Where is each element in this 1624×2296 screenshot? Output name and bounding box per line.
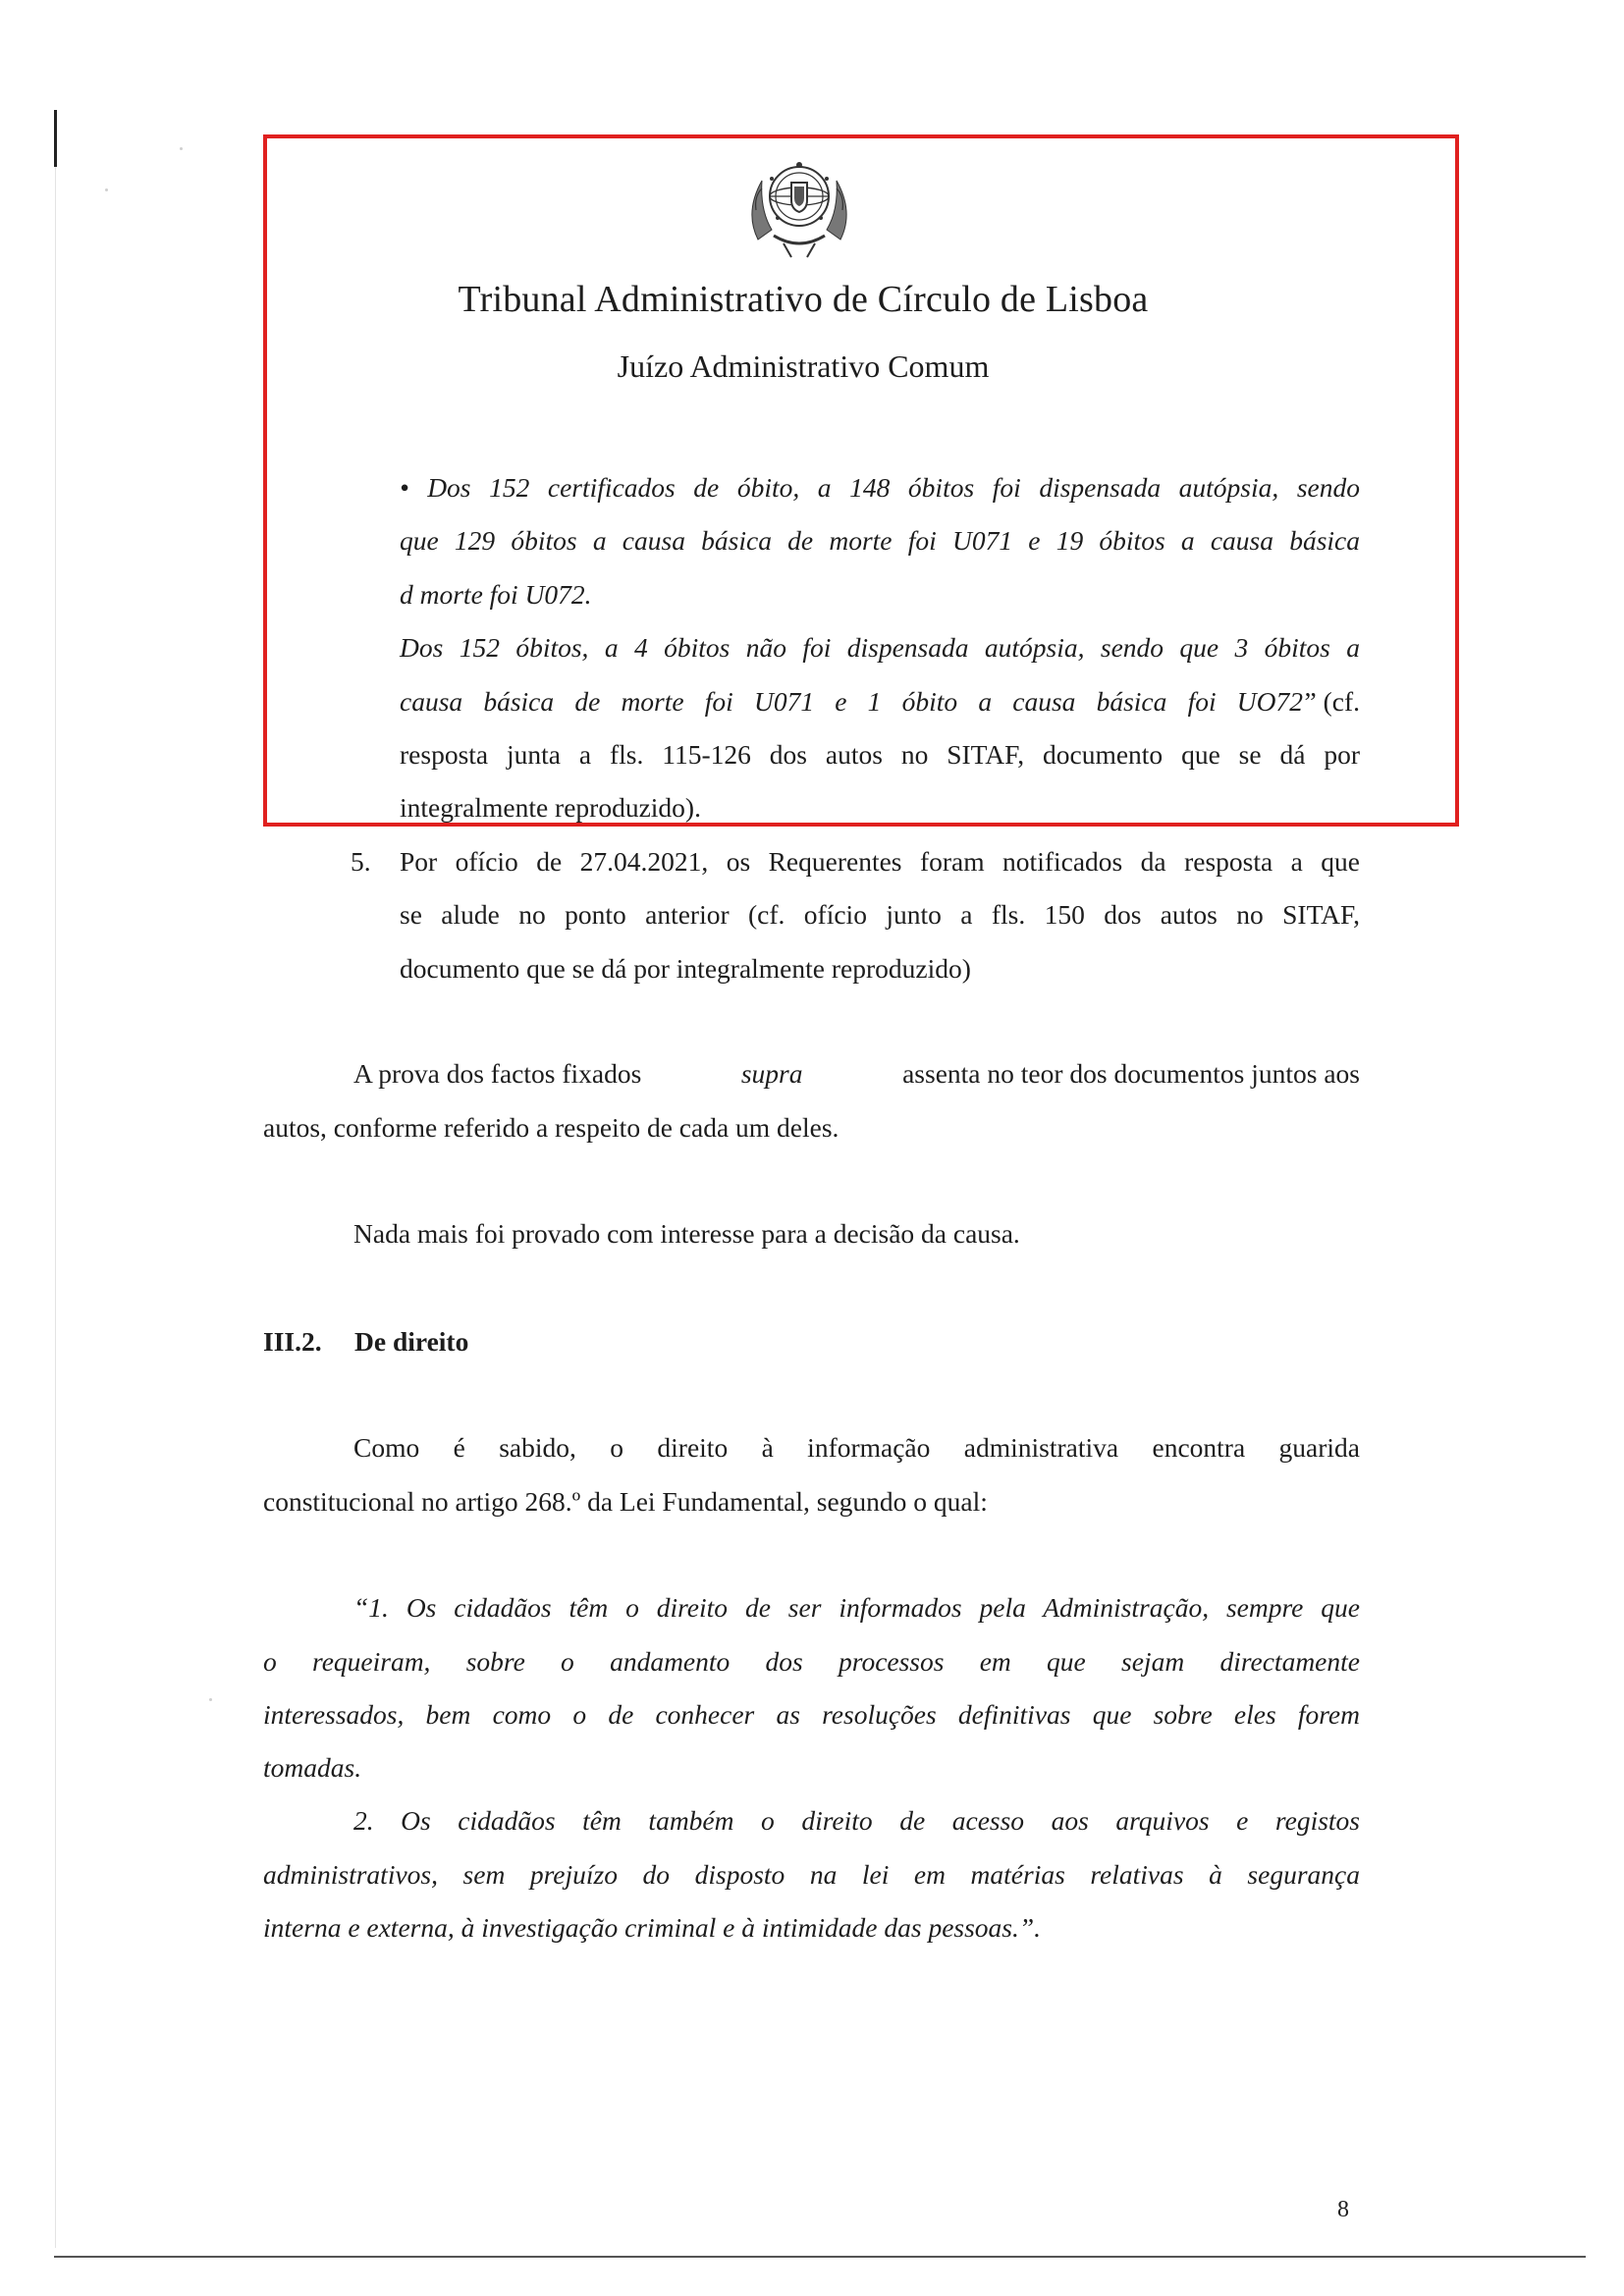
item5-line: se alude no ponto anterior (cf. ofício junto a fls. 150 dos autos no SITAF, [400, 899, 1360, 930]
como-line: constitucional no artigo 268.º da Lei Fundamental, segundo o qual: [263, 1486, 988, 1517]
item5-line: documento que se dá por integralmente reproduzido) [400, 953, 971, 984]
court-name: Tribunal Administrativo de Círculo de Lisboa [458, 279, 1149, 320]
quote-tail-fragment: ” (cf. [1304, 686, 1360, 717]
citation-line: interessados, bem como o de conhecer as resoluções definitivas que sobre eles forem [263, 1699, 1360, 1730]
scan-speck [180, 147, 183, 150]
section-title: De direito [354, 1326, 469, 1357]
item5-line: Por ofício de 27.04.2021, os Requerentes foram notificados da resposta a que [400, 846, 1360, 877]
scan-speck [105, 188, 108, 191]
quote-line: que 129 óbitos a causa básica de morte foi U071 e 19 óbitos a causa básica [400, 525, 1360, 556]
quote-line: Dos 152 óbitos, a 4 óbitos não foi dispensada autópsia, sendo que 3 óbitos a [400, 632, 1360, 663]
quote-line: d morte foi U072. [400, 579, 592, 610]
prova-text: assenta no teor dos documentos juntos aos [902, 1058, 1360, 1089]
scan-bottom-edge [54, 2256, 1586, 2258]
list-item-number: 5. [351, 846, 371, 877]
page-number: 8 [1337, 2197, 1349, 2222]
como-line: Como é sabido, o direito à informação administrativa encontra guarida [353, 1432, 1360, 1463]
nada-mais-paragraph: Nada mais foi provado com interesse para a decisão da causa. [353, 1218, 1020, 1249]
prova-emphasis: supra [740, 1058, 803, 1089]
quote-line: integralmente reproduzido). [400, 792, 701, 823]
quote-line: • Dos 152 certificados de óbito, a 148 óbitos foi dispensada autópsia, sendo [400, 472, 1360, 503]
scan-edge-line [55, 167, 56, 2248]
scan-edge-mark [54, 110, 57, 167]
highlight-box [263, 134, 1459, 827]
court-division: Juízo Administrativo Comum [617, 348, 990, 384]
citation-line: 2. Os cidadãos têm também o direito de acesso aos arquivos e registos [353, 1805, 1360, 1836]
citation-line: “1. Os cidadãos têm o direito de ser informados pela Administração, sempre que [353, 1592, 1360, 1623]
prova-text: A prova dos factos fixados [353, 1058, 642, 1089]
quote-italic-fragment: causa básica de morte foi U071 e 1 óbito a causa básica foi UO72 [400, 686, 1303, 717]
citation-line: administrativos, sem prejuízo do disposto na lei em matérias relativas à segurança [263, 1859, 1360, 1890]
prova-line: autos, conforme referido a respeito de cada um deles. [263, 1112, 839, 1143]
scan-speck [209, 1698, 212, 1701]
citation-line: o requeiram, sobre o andamento dos processos em que sejam directamente [263, 1646, 1360, 1677]
prova-line [353, 1057, 1360, 1091]
citation-line: tomadas. [263, 1752, 362, 1783]
quote-line: resposta junta a fls. 115-126 dos autos no SITAF, documento que se dá por [400, 739, 1360, 770]
section-number: III.2. [263, 1326, 322, 1357]
citation-line: interna e externa, à investigação criminal e à intimidade das pessoas.”. [263, 1912, 1042, 1943]
